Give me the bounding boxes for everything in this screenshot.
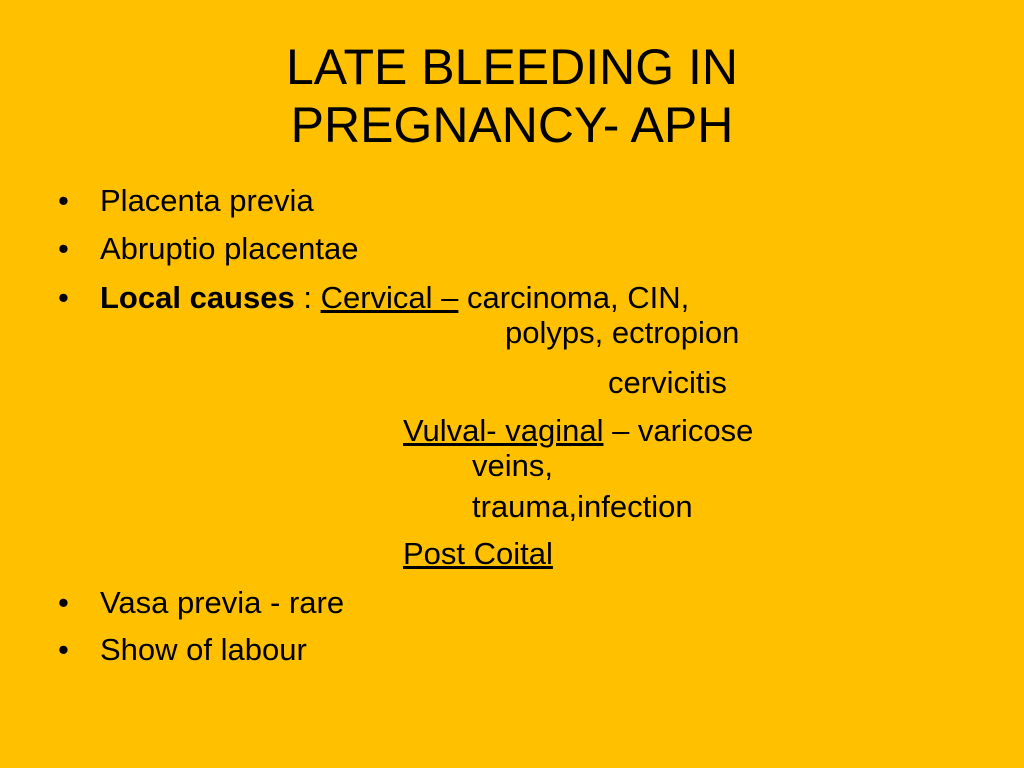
post-coital: Post Coital bbox=[403, 536, 553, 571]
cervical-text: carcinoma, CIN, bbox=[458, 280, 690, 315]
bullet-marker: • bbox=[58, 183, 69, 218]
item-local-causes bbox=[100, 280, 689, 316]
vulval-vaginal-text: – varicose bbox=[603, 413, 754, 448]
vulval-vaginal-heading: Vulval- vaginal bbox=[403, 413, 604, 448]
local-causes-separator: : bbox=[294, 280, 321, 315]
title-line-1: LATE BLEEDING IN bbox=[286, 39, 738, 95]
vulval-vaginal-line-3: trauma,infection bbox=[472, 489, 693, 524]
slide-title bbox=[0, 38, 1024, 154]
title-line-2: PREGNANCY- APH bbox=[290, 97, 734, 153]
bullet-marker: • bbox=[58, 231, 69, 266]
bullet-marker: • bbox=[58, 632, 69, 667]
item-show-of-labour: Show of labour bbox=[100, 632, 307, 667]
item-placenta-previa: Placenta previa bbox=[100, 183, 314, 218]
vulval-vaginal-line-1 bbox=[403, 413, 753, 449]
bullet-marker: • bbox=[58, 280, 69, 315]
bullet-marker: • bbox=[58, 585, 69, 620]
item-vasa-previa: Vasa previa - rare bbox=[100, 585, 345, 620]
cervical-line-2: polyps, ectropion bbox=[505, 315, 740, 350]
local-causes-label: Local causes bbox=[100, 280, 295, 315]
item-abruptio-placentae: Abruptio placentae bbox=[100, 231, 359, 266]
cervical-line-3: cervicitis bbox=[608, 365, 727, 400]
vulval-vaginal-line-2: veins, bbox=[472, 448, 553, 483]
cervical-heading: Cervical – bbox=[320, 280, 459, 315]
